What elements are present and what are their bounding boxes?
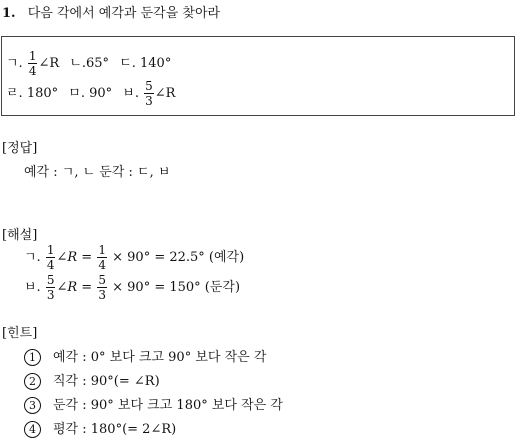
option-f-fraction bbox=[144, 80, 154, 107]
answer-header: [정답] bbox=[2, 141, 38, 156]
options-row-2 bbox=[6, 80, 175, 107]
hint-item-text: 둔각 : 90° 보다 크고 180° 보다 작은 각 bbox=[53, 398, 283, 413]
options-row-1 bbox=[6, 50, 171, 77]
explanation-line-2 bbox=[24, 274, 240, 301]
option-a-fraction bbox=[28, 50, 38, 77]
hint-item-text: 평각 : 180°(= 2∠R) bbox=[53, 422, 177, 437]
question-line bbox=[2, 2, 220, 21]
option-f-suffix: ∠R bbox=[154, 86, 176, 101]
expl-2-frac-num: 5 bbox=[46, 273, 55, 287]
hint-item bbox=[24, 370, 160, 390]
question-number: 1. bbox=[2, 6, 16, 21]
circled-number-icon: 1 bbox=[24, 349, 41, 366]
expl-1-mid: ∠R = bbox=[56, 250, 93, 265]
option-a-label: ㄱ. bbox=[6, 56, 23, 71]
hint-item-text: 직각 : 90°(= ∠R) bbox=[53, 374, 160, 389]
expl-1-fraction-2 bbox=[97, 244, 107, 271]
answer-text: 예각 : ㄱ, ㄴ 둔각 : ㄷ, ㅂ bbox=[24, 165, 171, 180]
expl-2-frac2-num: 5 bbox=[98, 273, 106, 287]
expl-2-fraction-2 bbox=[97, 274, 107, 301]
option-d: ㄹ. 180° bbox=[6, 86, 59, 101]
option-c: ㄷ. 140° bbox=[119, 56, 172, 71]
expl-1-frac2-den: 4 bbox=[98, 258, 106, 272]
hint-item bbox=[24, 418, 176, 438]
option-a-suffix: ∠R bbox=[38, 56, 60, 71]
explanation-line-1 bbox=[24, 244, 244, 271]
expl-2-end: × 90° = 150° (둔각) bbox=[112, 280, 241, 295]
option-e: ㅁ. 90° bbox=[68, 86, 113, 101]
hint-item-text: 예각 : 0° 보다 크고 90° 보다 작은 각 bbox=[53, 350, 267, 365]
option-a-frac-num: 1 bbox=[28, 49, 37, 63]
expl-2-frac2-den: 3 bbox=[98, 288, 106, 302]
explanation-header: [해설] bbox=[2, 228, 38, 243]
expl-1-frac-den: 4 bbox=[46, 258, 55, 272]
hint-item bbox=[24, 394, 283, 414]
option-f-label: ㅂ. bbox=[122, 86, 139, 101]
expl-1-frac2-num: 1 bbox=[98, 243, 106, 257]
question-text: 다음 각에서 예각과 둔각을 찾아라 bbox=[27, 6, 221, 21]
option-f-frac-num: 5 bbox=[145, 79, 153, 93]
expl-2-frac-den: 3 bbox=[46, 288, 55, 302]
expl-1-label: ㄱ. bbox=[24, 250, 41, 265]
hint-item bbox=[24, 346, 266, 366]
expl-1-end: × 90° = 22.5° (예각) bbox=[112, 250, 245, 265]
option-f-frac-den: 3 bbox=[145, 94, 153, 108]
expl-1-fraction bbox=[46, 244, 56, 271]
expl-2-fraction bbox=[46, 274, 56, 301]
circled-number-icon: 2 bbox=[24, 373, 41, 390]
expl-2-label: ㅂ. bbox=[24, 280, 41, 295]
option-b: ㄴ.65° bbox=[69, 56, 110, 71]
expl-1-frac-num: 1 bbox=[46, 243, 55, 257]
hint-header: [힌트] bbox=[2, 326, 38, 341]
circled-number-icon: 3 bbox=[24, 397, 41, 414]
circled-number-icon: 4 bbox=[24, 421, 41, 438]
option-a-frac-den: 4 bbox=[28, 64, 37, 78]
expl-2-mid: ∠R = bbox=[56, 280, 93, 295]
